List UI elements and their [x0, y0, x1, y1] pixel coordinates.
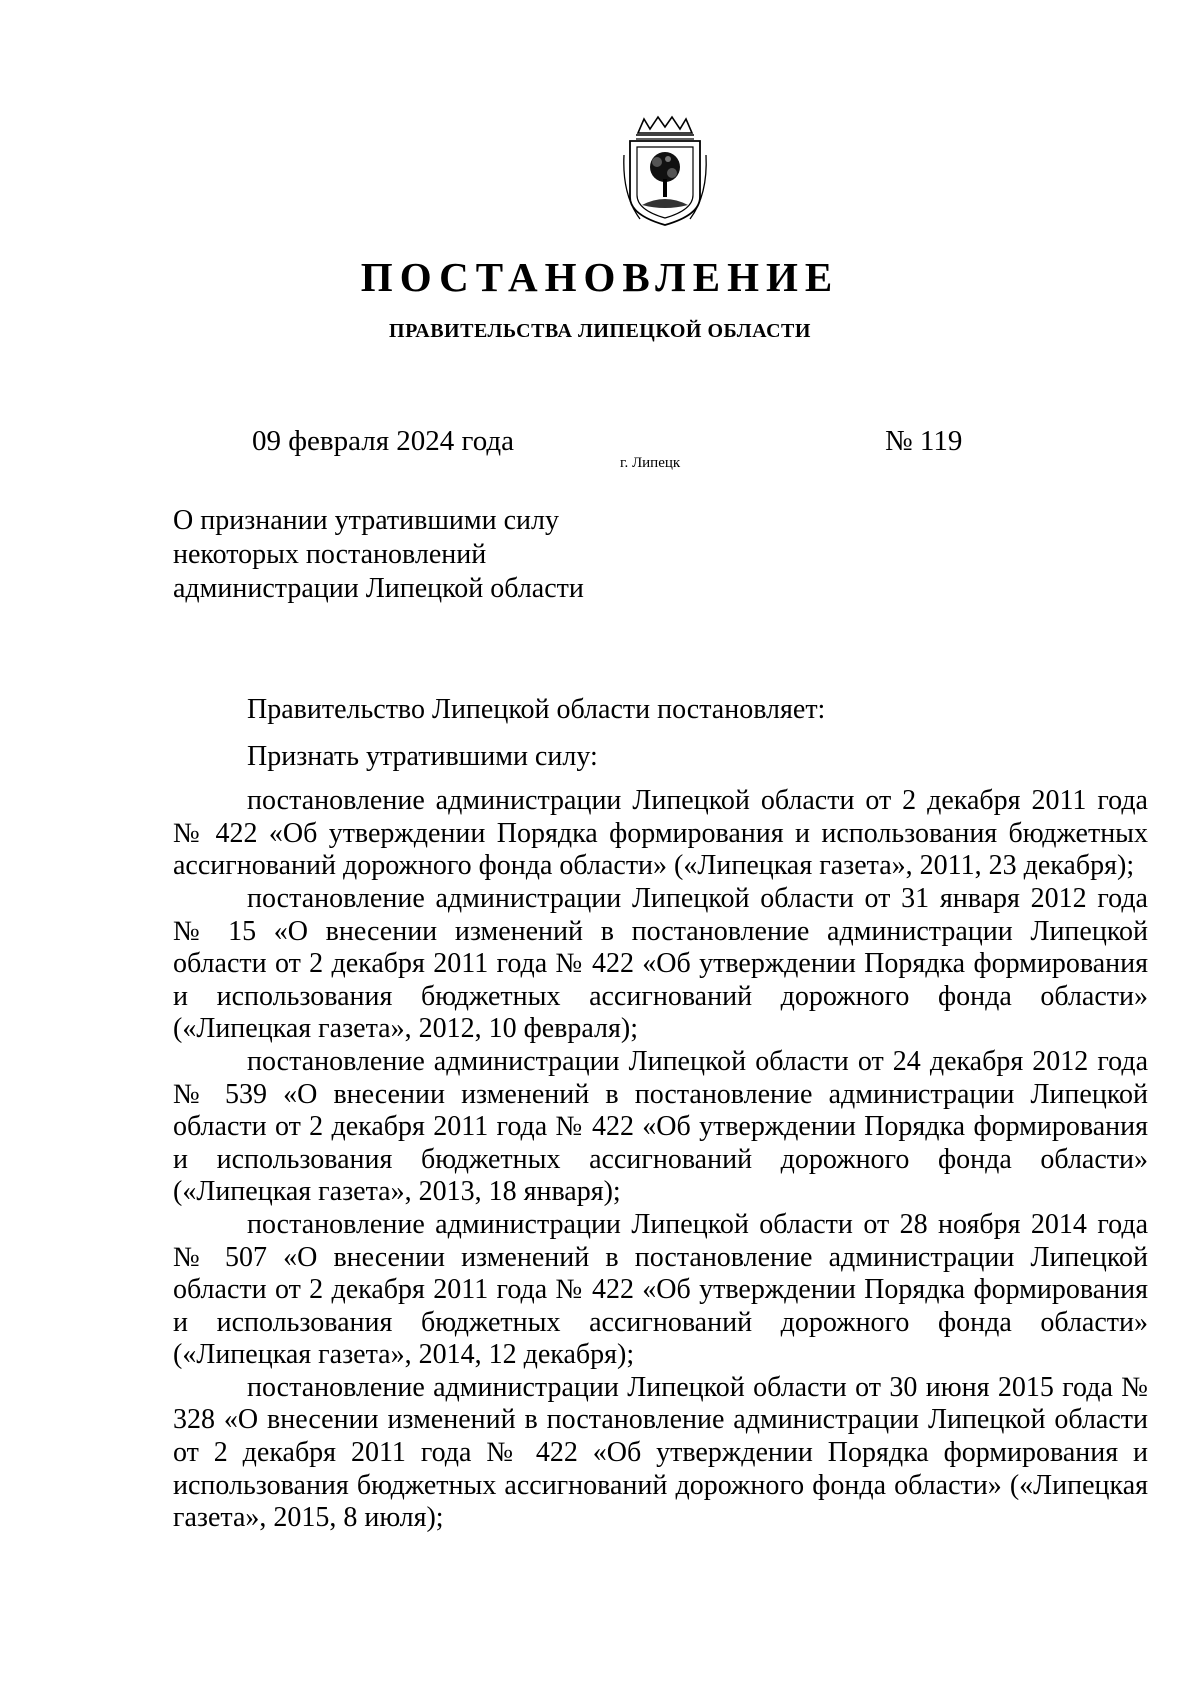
document-title: ПОСТАНОВЛЕНИЕ: [360, 254, 840, 300]
repealed-item: постановление администрации Липецкой области от 24 декабря 2012 года № 539 «О внесении изменений в постановление администрации Липецкой области от 2 декабря 2011 года № 422 «Об утверждении Порядка формирования и использования бюджетных ассигнований дорожного фонда области» («Липецкая газета», 2013, 18 января);: [173, 1045, 1148, 1208]
issuing-authority: ПРАВИТЕЛЬСТВА ЛИПЕЦКОЙ ОБЛАСТИ: [389, 320, 811, 342]
document-city: г. Липецк: [620, 455, 681, 471]
document-date: 09 февраля 2024 года: [252, 425, 515, 457]
lipetsk-coat-of-arms-icon: [620, 115, 710, 230]
body-intro: Правительство Липецкой области постановляет:: [247, 694, 826, 725]
document-body: [173, 694, 1148, 1535]
subject-line: О признании утратившими силу: [173, 505, 559, 536]
document-subject: [173, 504, 653, 606]
repealed-item: постановление администрации Липецкой области от 31 января 2012 года № 15 «О внесении изменений в постановление администрации Липецкой области от 2 декабря 2011 года № 422 «Об утверждении Порядка формирования и использования бюджетных ассигнований дорожного фонда области» («Липецкая газета», 2012, 10 февраля);: [173, 882, 1148, 1045]
document-number: № 119: [885, 425, 963, 457]
body-lead: Признать утратившими силу:: [247, 740, 598, 772]
repealed-item: постановление администрации Липецкой области от 2 декабря 2011 года № 422 «Об утверждении Порядка формирования и использования бюджетных ассигнований дорожного фонда области» («Липецкая газета», 2011, 23 декабря);: [173, 785, 1148, 882]
repealed-item: постановление администрации Липецкой области от 28 ноября 2014 года № 507 «О внесении изменений в постановление администрации Липецкой области от 2 декабря 2011 года № 422 «Об утверждении Порядка формирования и использования бюджетных ассигнований дорожного фонда области» («Липецкая газета», 2014, 12 декабря);: [173, 1208, 1148, 1371]
subject-line: администрации Липецкой области: [173, 573, 584, 604]
subject-line: некоторых постановлений: [173, 539, 487, 570]
repealed-item: постановление администрации Липецкой области от 30 июня 2015 года № 328 «О внесении изменений в постановление администрации Липецкой области от 2 декабря 2011 года № 422 «Об утверждении Порядка формирования и использования бюджетных ассигнований дорожного фонда области» («Липецкая газета», 2015, 8 июля);: [173, 1371, 1148, 1534]
